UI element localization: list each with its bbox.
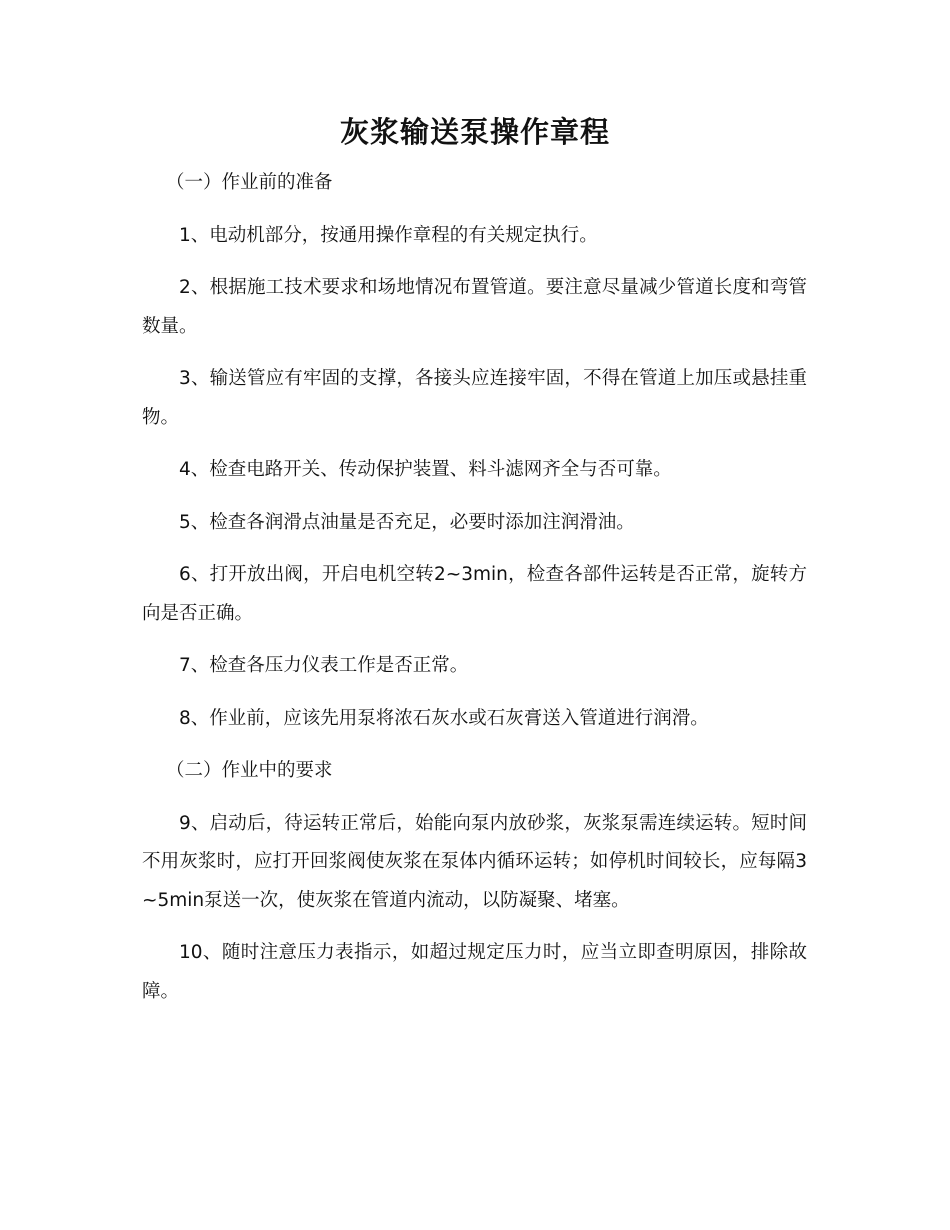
paragraph-item-5: 5、检查各润滑点油量是否充足，必要时添加注润滑油。 [179, 511, 635, 533]
section-heading-operation: （二）作业中的要求 [166, 760, 333, 781]
paragraph-item-7: 7、检查各压力仪表工作是否正常。 [179, 655, 469, 676]
section-heading-preparation: （一）作业前的准备 [166, 172, 333, 193]
paragraph-item-9: 9、启动后，待运转正常后，始能向泵内放砂浆，灰浆泵需连续运转。短时间不用灰浆时，应打开回浆阀使灰浆在泵体内循环运转；如停机时间较长，应每隔3~5min泵送一次，使灰浆在管道内流动，以防凝聚、堵塞。 [142, 812, 807, 911]
paragraph-item-4: 4、检查电路开关、传动保护装置、料斗滤网齐全与否可靠。 [179, 459, 672, 480]
paragraph-item-1: 1、电动机部分，按通用操作章程的有关规定执行。 [179, 224, 598, 246]
paragraph-item-3: 3、输送管应有牢固的支撑，各接头应连接牢固，不得在管道上加压或悬挂重物。 [142, 368, 807, 428]
paragraph-item-2: 2、根据施工技术要求和场地情况布置管道。要注意尽量减少管道长度和弯管数量。 [142, 277, 807, 337]
document-body [142, 164, 807, 1011]
paragraph-item-6: 6、打开放出阀，开启电机空转2~3min，检查各部件运转是否正常，旋转方向是否正确。 [142, 564, 807, 624]
document-title: 灰浆输送泵操作章程 [339, 115, 610, 149]
paragraph-item-8: 8、作业前，应该先用泵将浓石灰水或石灰膏送入管道进行润滑。 [179, 707, 709, 729]
paragraph-item-10: 10、随时注意压力表指示，如超过规定压力时，应当立即查明原因，排除故障。 [142, 942, 807, 1002]
